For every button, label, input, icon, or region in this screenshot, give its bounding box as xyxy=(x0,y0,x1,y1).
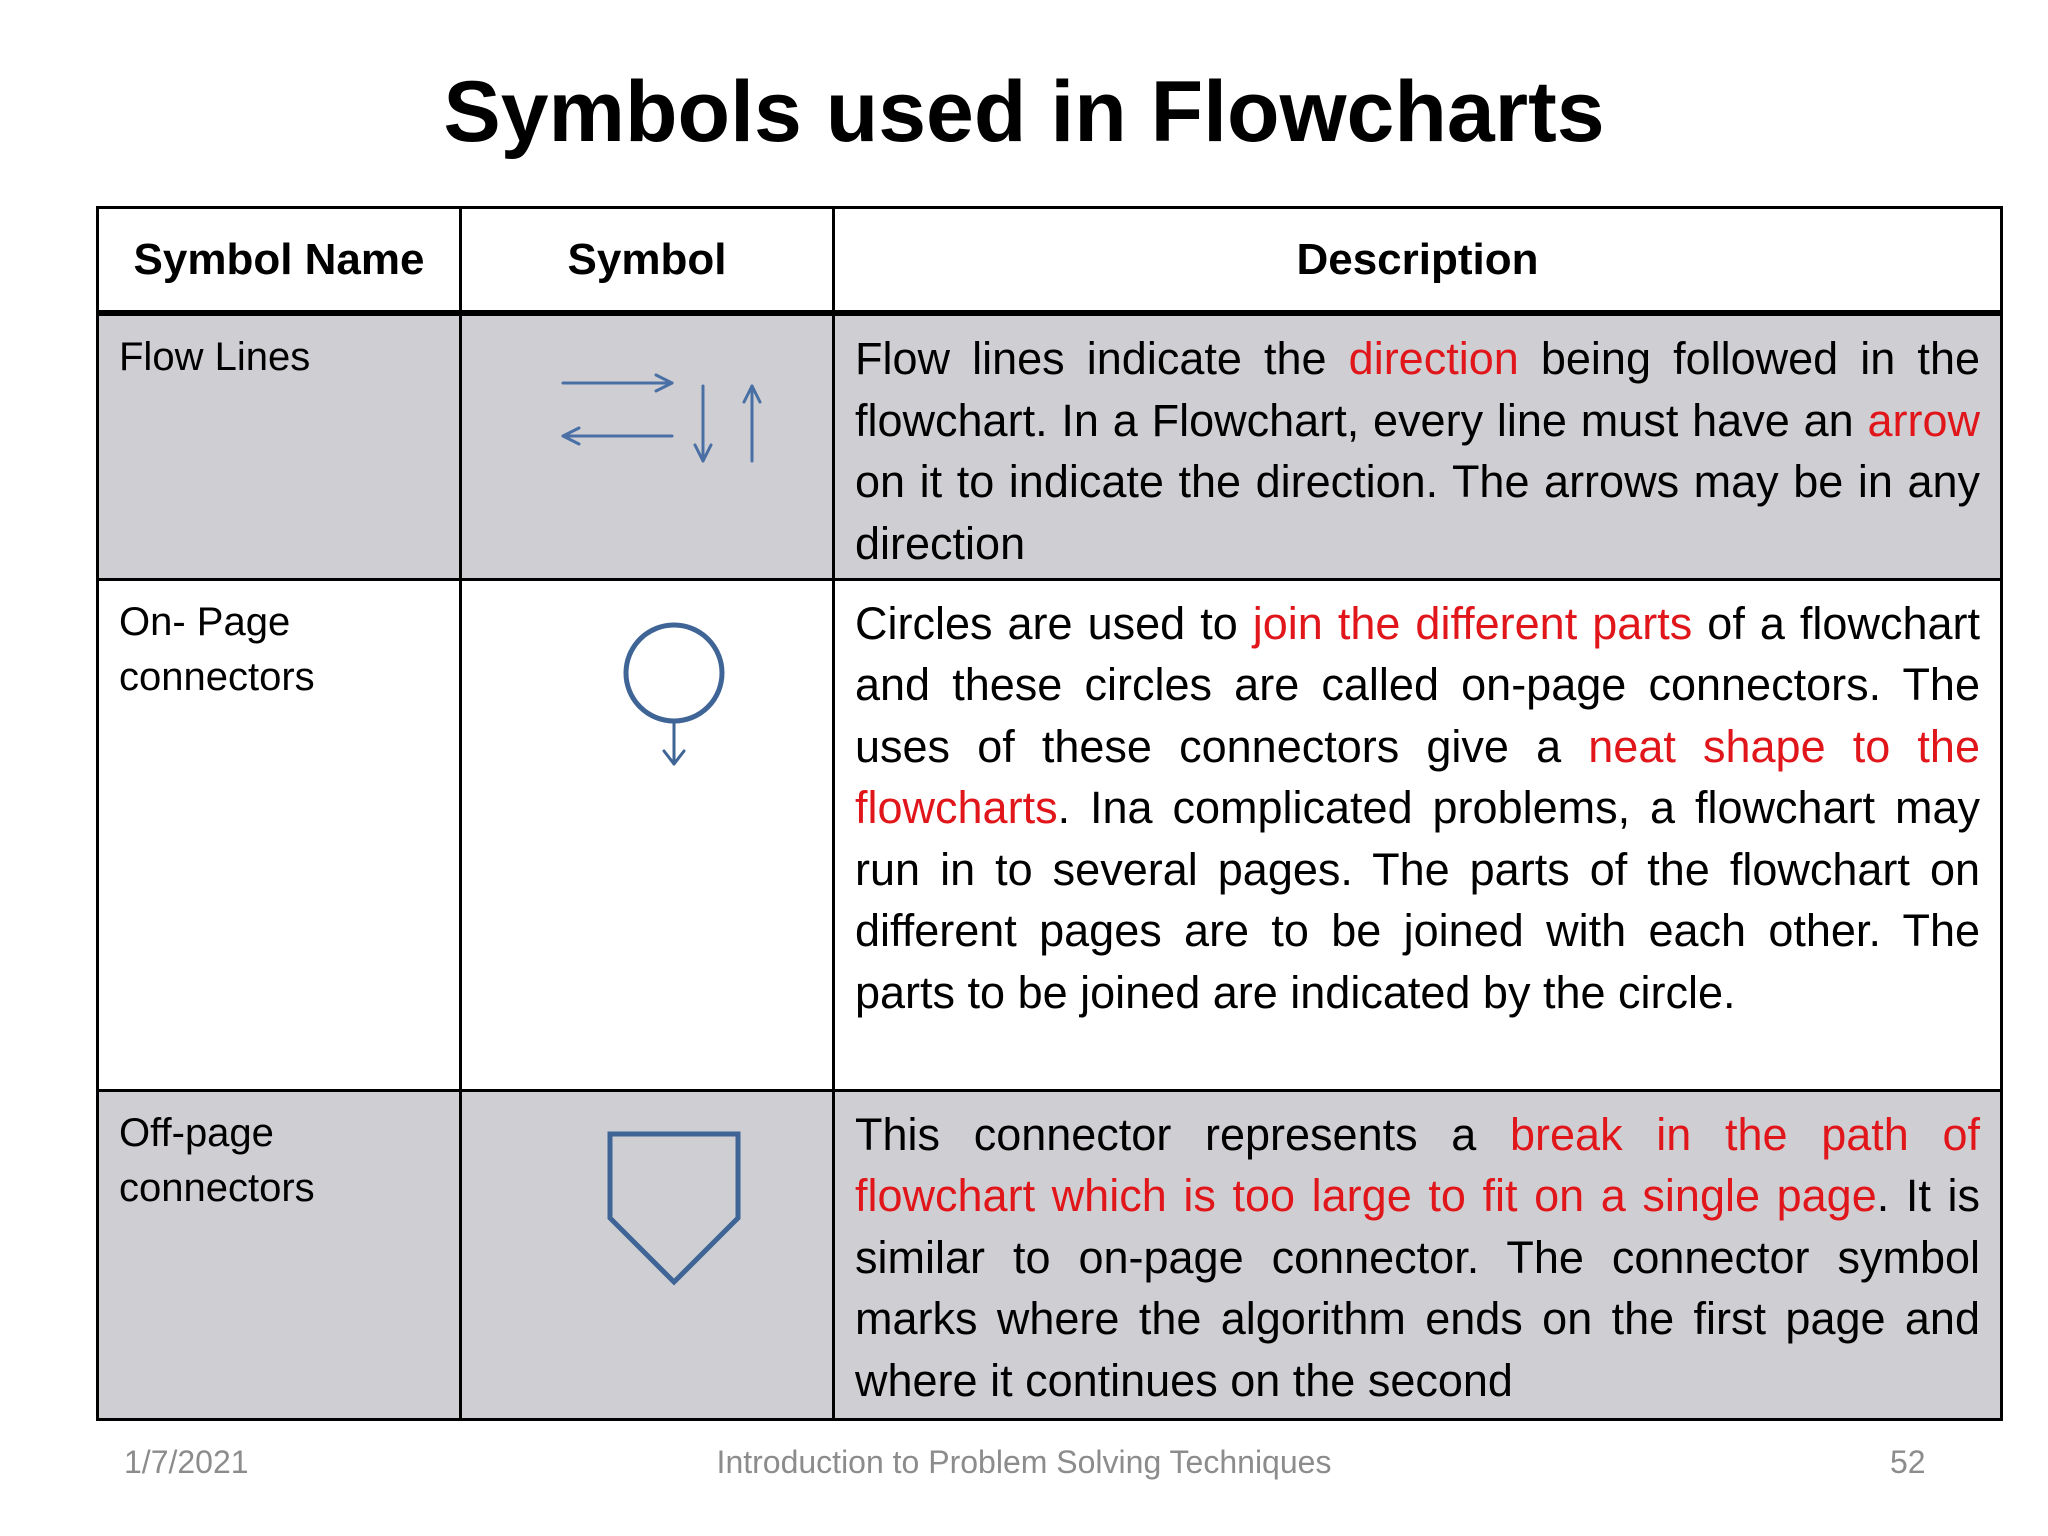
row-description-off-page-connectors: This connector represents a break in the path of flowchart which is too large to fit on a single page. It is similar to on-page connector. The connector symbol marks where the algorithm ends on the first page and where it continues on the second xyxy=(855,1108,1980,1406)
row-name-off-page-connectors: Off-page connectors xyxy=(119,1110,315,1210)
header-description: Description xyxy=(834,208,2002,314)
table-row-flow-lines xyxy=(98,313,2002,579)
off-page-connector-icon xyxy=(462,1092,835,1421)
symbol-cell-on-page-connectors xyxy=(461,579,834,1090)
symbol-cell-flow-lines xyxy=(461,313,834,579)
table-header-row xyxy=(98,208,2002,314)
footer-date: 1/7/2021 xyxy=(124,1444,249,1480)
highlight-break-in-path: break in the path of flowchart which is too large to fit on a single page xyxy=(855,1108,1980,1221)
row-description-flow-lines: Flow lines indicate the direction being followed in the flowchart. In a Flowchart, every line must have an arrow on it to indicate the direction. The arrows may be in any direction xyxy=(855,333,1980,569)
header-symbol-name: Symbol Name xyxy=(98,208,461,314)
table-row-off-page-connectors xyxy=(98,1090,2002,1419)
footer-course-title: Introduction to Problem Solving Techniques xyxy=(716,1444,1332,1480)
flow-lines-icon xyxy=(462,316,835,582)
highlight-arrow: arrow xyxy=(1867,394,1980,446)
header-symbol: Symbol xyxy=(461,208,834,314)
highlight-direction: direction xyxy=(1348,333,1519,384)
on-page-connector-icon xyxy=(462,581,835,1092)
symbol-cell-off-page-connectors xyxy=(461,1090,834,1419)
highlight-neat-shape: neat shape to the flowcharts xyxy=(855,720,1980,833)
footer-page-number: 52 xyxy=(1890,1444,1926,1480)
table-row-on-page-connectors xyxy=(98,579,2002,1090)
row-description-on-page-connectors: Circles are used to join the different parts of a flowchart and these circles are called on-page connectors. The uses of these connectors give a neat shape to the flowcharts. Ina complicated problems, a flowchart may run in to several pages. The parts of the flowchart on different pages are to be joined with each other. The parts to be joined are indicated by the circle. xyxy=(855,597,1980,1018)
symbols-table xyxy=(96,206,2003,1421)
slide-title: Symbols used in Flowcharts xyxy=(443,64,1605,160)
highlight-join-parts: join the different parts xyxy=(1252,597,1693,649)
row-name-flow-lines: Flow Lines xyxy=(119,335,311,379)
row-name-on-page-connectors: On- Page connectors xyxy=(119,599,315,699)
